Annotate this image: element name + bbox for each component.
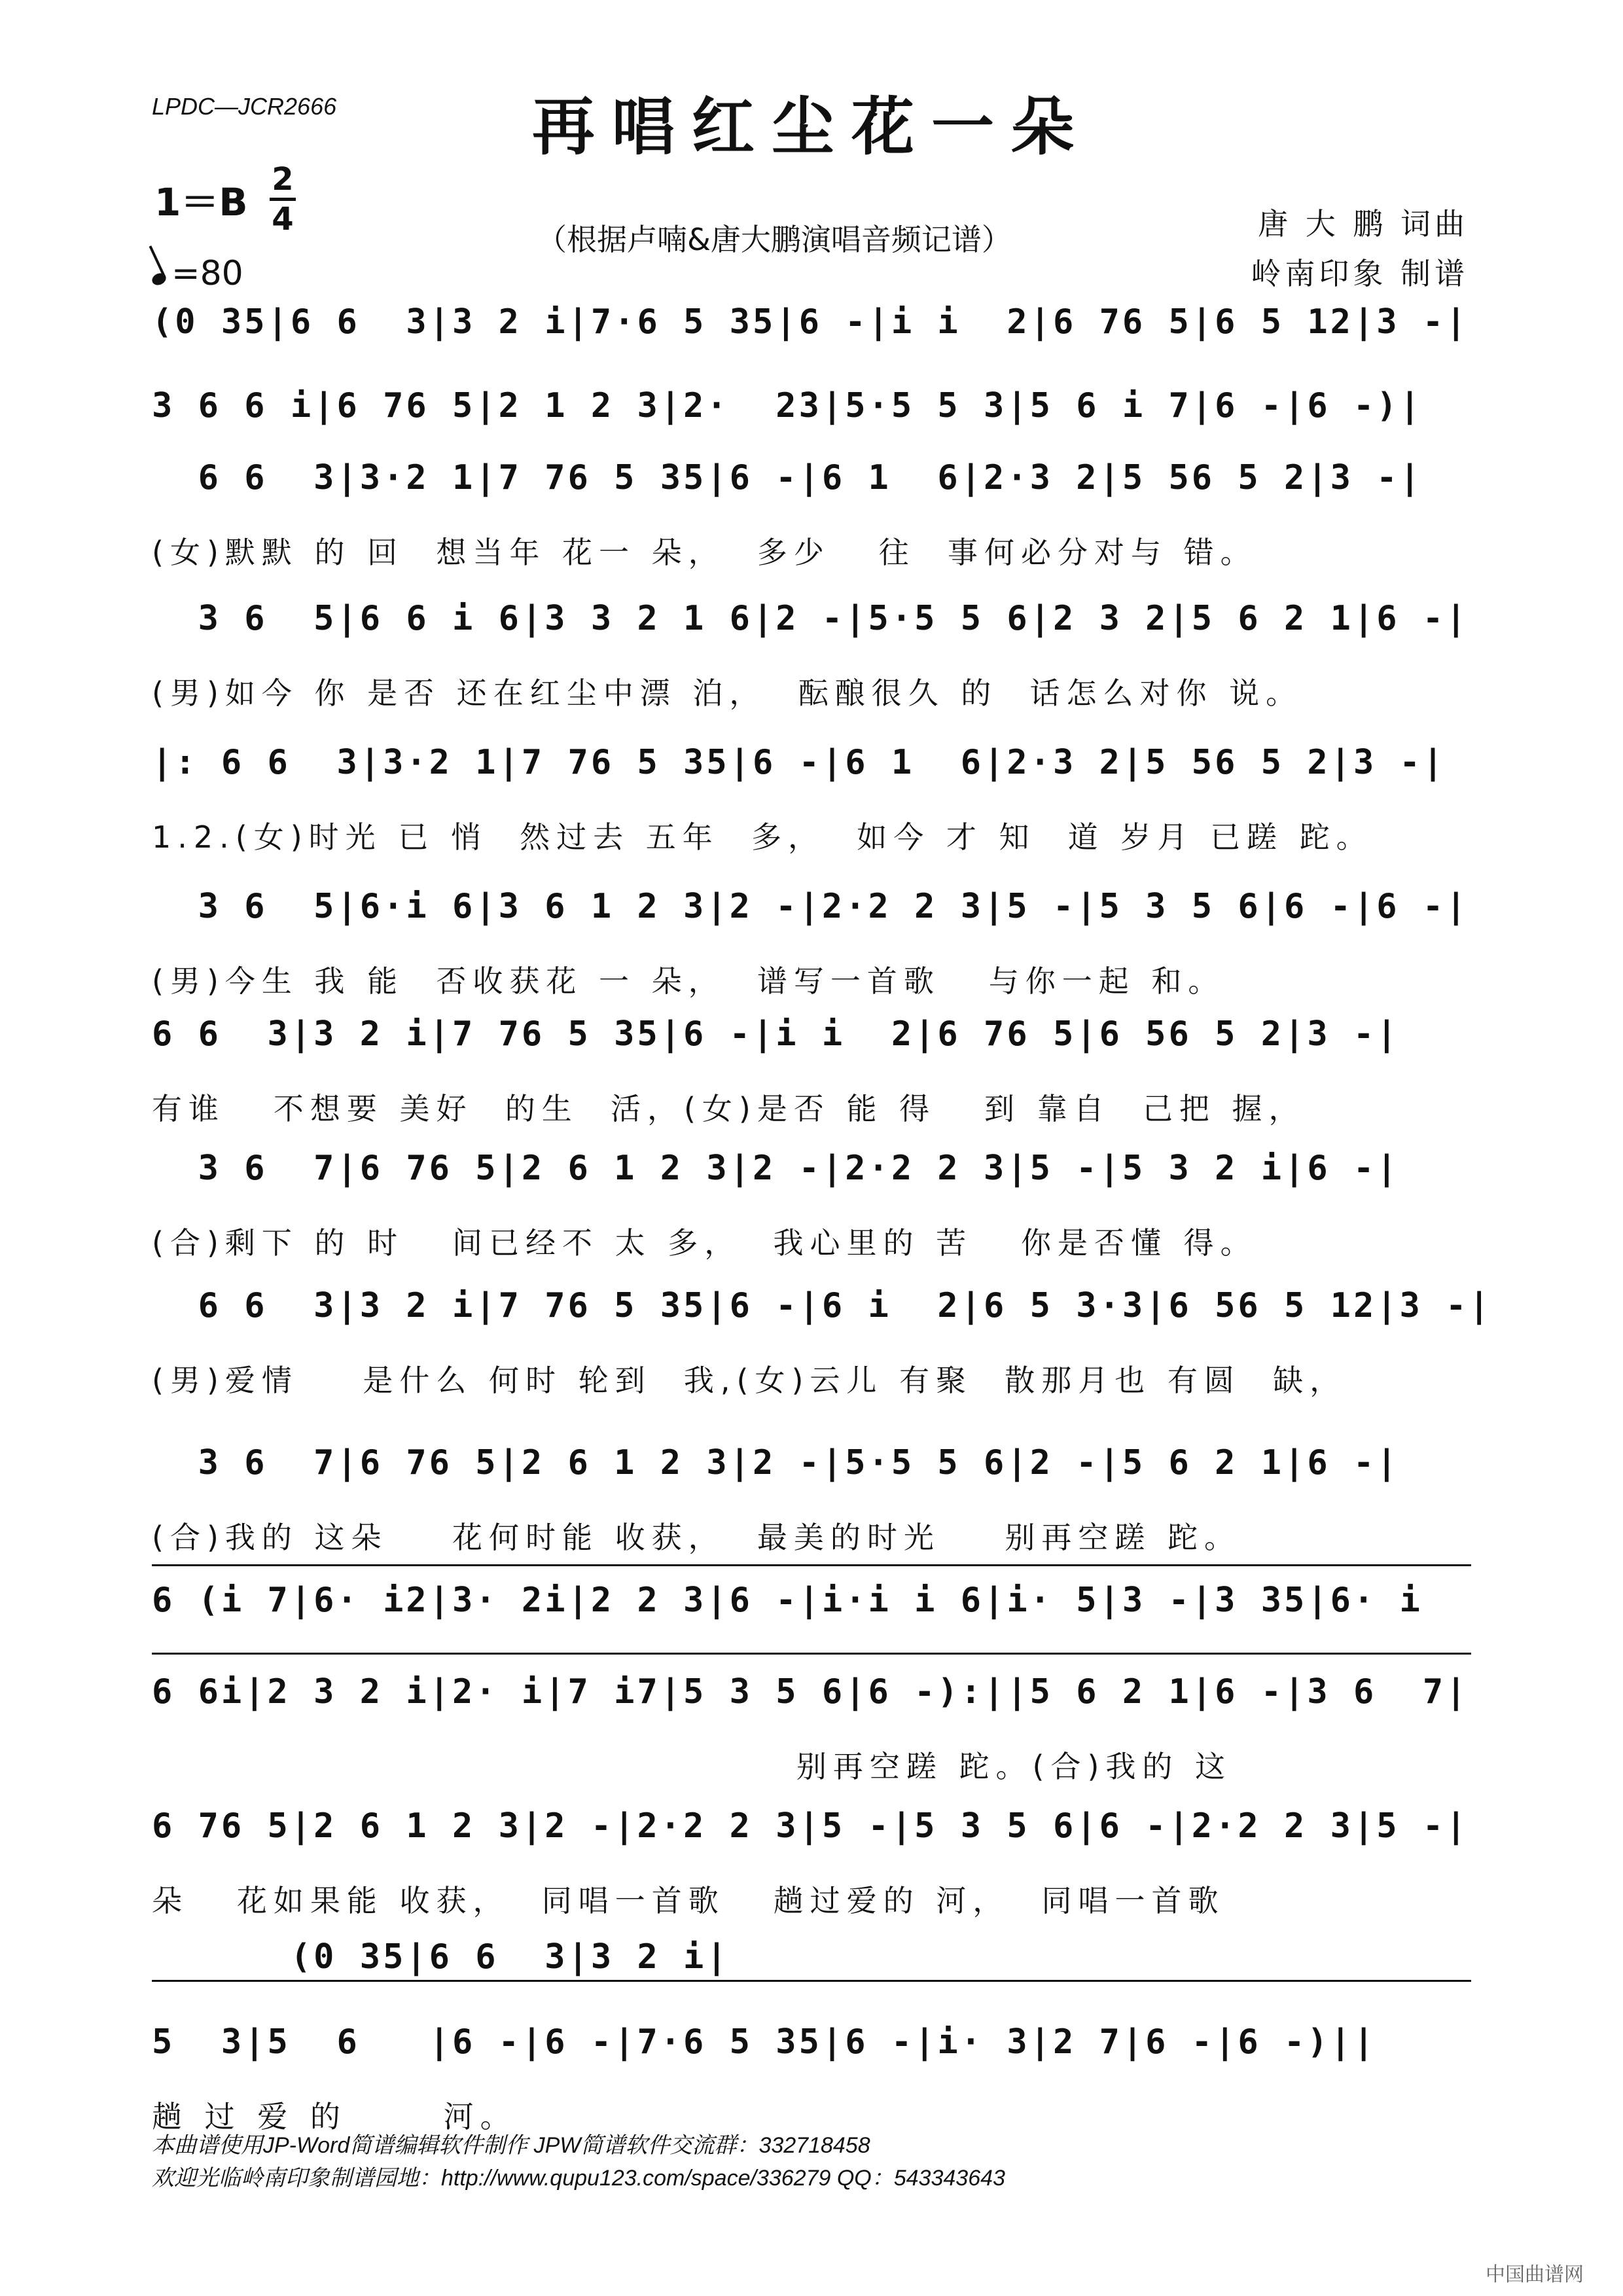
arranger-credit: 岭南印象 制谱 (1251, 256, 1469, 291)
lyric-line: (合)我的 这朵 花何时能 收获， 最美的时光 别再空蹉 跎。 (152, 1520, 1241, 1555)
score-notes-line: (0 35|6 6 3|3 2 i| (152, 1937, 730, 1977)
lyric-line: (合)剩下 的 时 间已经不 太 多， 我心里的 苦 你是否懂 得。 (152, 1225, 1257, 1261)
staff-divider (152, 1980, 1471, 1982)
lyric-line: 趟 过 爱 的 河。 (152, 2099, 517, 2134)
score-notes-line: (0 35|6 6 3|3 2 i|7·6 5 35|6 -|i i 2|6 76 5|6 5 12|3 -| (152, 302, 1469, 342)
tempo-marking (152, 254, 243, 293)
staff-divider (152, 1653, 1471, 1655)
score-notes-line: 6 6 3|3 2 i|7 76 5 35|6 -|6 i 2|6 5 3·3|6 56 5 12|3 -| (152, 1286, 1492, 1325)
lyric-line: 朵 花如果能 收获， 同唱一首歌 趟过爱的 河， 同唱一首歌 (152, 1883, 1225, 1918)
score-notes-line: 6 6 3|3·2 1|7 76 5 35|6 -|6 1 6|2·3 2|5 56 5 2|3 -| (152, 458, 1423, 497)
quarter-note-icon (150, 271, 168, 287)
tempo-value: =80 (171, 254, 243, 293)
time-signature (270, 161, 296, 238)
time-top: 2 (272, 161, 294, 198)
score-notes-line: 5 3|5 6 |6 -|6 -|7·6 5 35|6 -|i· 3|2 7|6 -|6 -)|| (152, 2022, 1377, 2062)
key-signature: 1＝B (154, 180, 248, 224)
time-bottom: 4 (272, 201, 294, 238)
composer-credit: 唐 大 鹏 词曲 (1258, 206, 1469, 242)
score-notes-line: 3 6 7|6 76 5|2 6 1 2 3|2 -|2·2 2 3|5 -|5 3 2 i|6 -| (152, 1149, 1400, 1188)
lyric-line: 别再空蹉 跎。(合)我的 这 (152, 1749, 1232, 1784)
score-notes-line: 6 6i|2 3 2 i|2· i|7 i7|5 3 5 6|6 -):||5 6 2 1|6 -|3 6 7| (152, 1672, 1469, 1712)
lyric-line: (女)默默 的 回 想当年 花一 朵， 多少 往 事何必分对与 错。 (152, 535, 1257, 570)
lyric-line: (男)爱情 是什么 何时 轮到 我,(女)云儿 有聚 散那月也 有圆 缺， (152, 1363, 1347, 1398)
lyric-line: (男)今生 我 能 否收获花 一 朵， 谱写一首歌 与你一起 和。 (152, 963, 1225, 999)
score-notes-line: 6 76 5|2 6 1 2 3|2 -|2·2 2 3|5 -|5 3 5 6|6 -|2·2 2 3|5 -| (152, 1806, 1469, 1846)
score-notes-line: 3 6 6 i|6 76 5|2 1 2 3|2· 23|5·5 5 3|5 6 i 7|6 -|6 -)| (152, 386, 1423, 425)
staff-divider (152, 1564, 1471, 1566)
score-code: LPDC—JCR2666 (152, 93, 337, 120)
footer-line-2: 欢迎光临岭南印象制谱园地：http://www.qupu123.com/space/336279 QQ：543343643 (152, 2166, 1005, 2191)
lyric-line: (男)如今 你 是否 还在红尘中漂 泊， 酝酿很久 的 话怎么对你 说。 (152, 675, 1303, 711)
source-note: （根据卢喃&唐大鹏演唱音频记谱） (537, 222, 1012, 257)
song-title: 再唱红尘花一朵 (532, 90, 1091, 164)
score-notes-line: 6 (i 7|6· i2|3· 2i|2 2 3|6 -|i·i i 6|i· 5|3 -|3 35|6· i (152, 1581, 1423, 1620)
lyric-line: 1.2.(女)时光 已 悄 然过去 五年 多， 如今 才 知 道 岁月 已蹉 跎。 (152, 819, 1373, 855)
site-logo: 中国曲谱网 (1486, 2263, 1584, 2286)
score-notes-line: 6 6 3|3 2 i|7 76 5 35|6 -|i i 2|6 76 5|6 56 5 2|3 -| (152, 1014, 1400, 1054)
score-notes-line: |: 6 6 3|3·2 1|7 76 5 35|6 -|6 1 6|2·3 2|5 56 5 2|3 -| (152, 743, 1446, 782)
score-notes-line: 3 6 7|6 76 5|2 6 1 2 3|2 -|5·5 5 6|2 -|5 6 2 1|6 -| (152, 1443, 1400, 1482)
score-notes-line: 3 6 5|6·i 6|3 6 1 2 3|2 -|2·2 2 3|5 -|5 3 5 6|6 -|6 -| (152, 887, 1469, 926)
footer-line-1: 本曲谱使用JP-Word简谱编辑软件制作 JPW简谱软件交流群：332718458 (152, 2133, 870, 2158)
lyric-line: 有谁 不想要 美好 的生 活，(女)是否 能 得 到 靠自 己把 握， (152, 1091, 1306, 1126)
score-notes-line: 3 6 5|6 6 i 6|3 3 2 1 6|2 -|5·5 5 6|2 3 2|5 6 2 1|6 -| (152, 599, 1469, 638)
